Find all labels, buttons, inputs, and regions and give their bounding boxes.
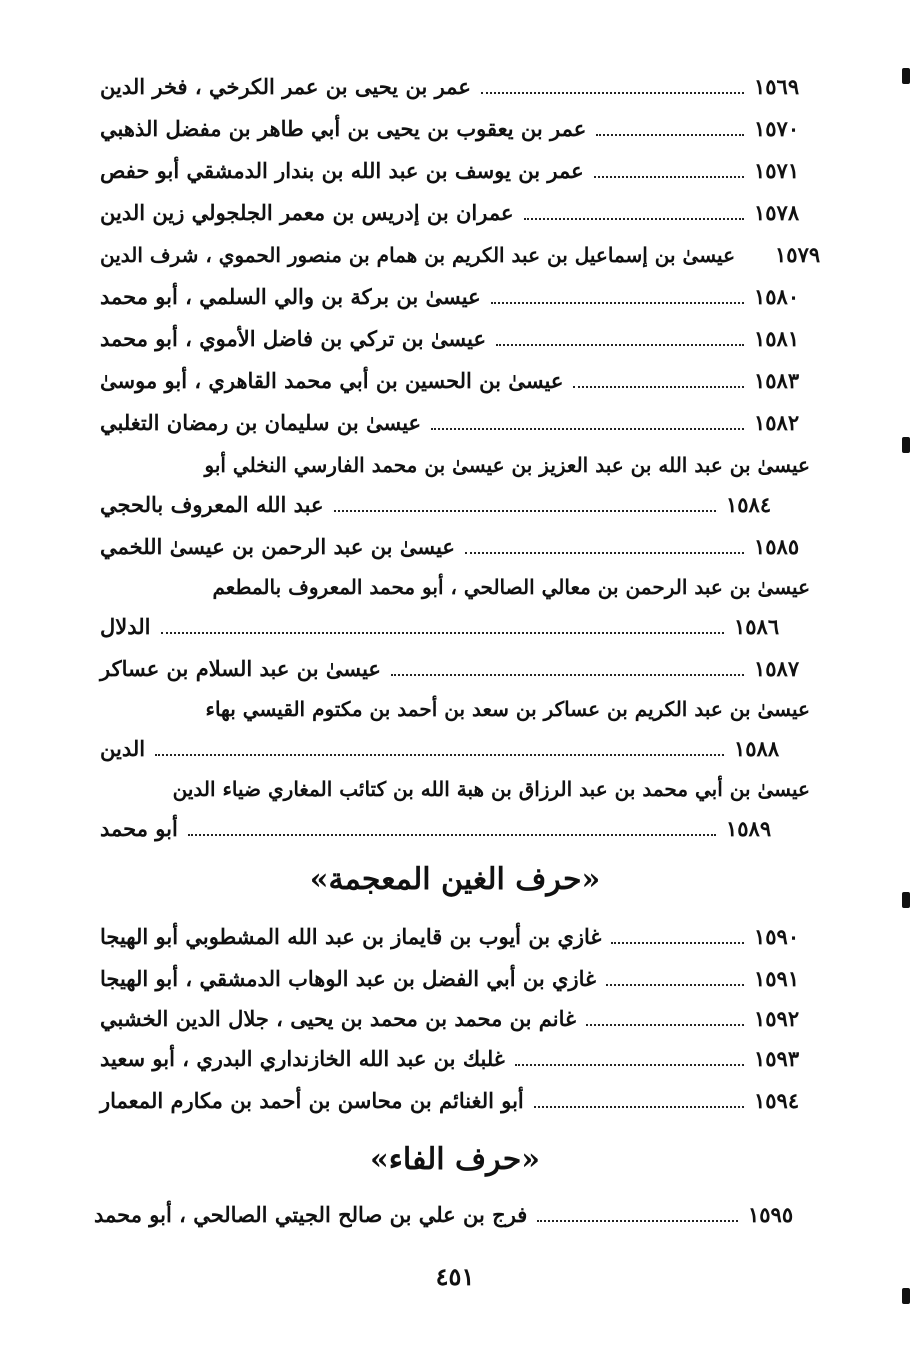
entry-number: ١٥٨٤ bbox=[726, 492, 772, 517]
entry-name: غلبك بن عبد الله الخازنداري البدري ، أبو سعيد bbox=[100, 1046, 505, 1071]
index-entry bbox=[100, 814, 792, 844]
entry-name: غازي بن أبي الفضل بن عبد الوهاب الدمشقي ، أبو الهيجا bbox=[100, 966, 596, 991]
entry-number: ١٥٨٢ bbox=[754, 410, 800, 435]
entry-number: ١٥٩٠ bbox=[754, 924, 800, 949]
index-entry bbox=[100, 922, 820, 952]
entry-line-1: عيسىٰ بن عبد الرحمن بن معالي الصالحي ، أبو محمد المعروف بالمطعم bbox=[212, 575, 810, 599]
entry-name: غانم بن محمد بن محمد بن يحيى ، جلال الدين الخشبي bbox=[100, 1006, 576, 1031]
index-entry bbox=[100, 240, 820, 270]
entry-name: الدين bbox=[100, 736, 146, 761]
entry-name: أبو الغنائم بن محاسن بن أحمد بن مكارم المعمار bbox=[100, 1088, 524, 1113]
entry-number: ١٥٩٥ bbox=[748, 1202, 794, 1227]
entry-name: عبد الله المعروف بالحجي bbox=[100, 492, 324, 517]
entry-number: ١٥٧١ bbox=[754, 158, 800, 183]
index-entry bbox=[100, 964, 820, 994]
index-entry bbox=[100, 1044, 820, 1074]
leader-dots bbox=[155, 754, 724, 756]
entry-number: ١٥٩٢ bbox=[754, 1006, 800, 1031]
leader-dots bbox=[573, 386, 744, 388]
entry-name: عمر بن يحيى بن عمر الكرخي ، فخر الدين bbox=[100, 74, 471, 99]
leader-dots bbox=[481, 92, 744, 94]
index-entry bbox=[100, 198, 820, 228]
entry-name: عيسىٰ بن إسماعيل بن عبد الكريم بن همام بن منصور الحموي ، شرف الدين bbox=[100, 243, 736, 267]
leader-dots bbox=[391, 674, 744, 676]
index-entry bbox=[100, 408, 820, 438]
leader-dots bbox=[161, 632, 725, 634]
leader-dots bbox=[611, 942, 744, 944]
entry-name: عمران بن إدريس بن معمر الجلجولي زين الدين bbox=[100, 200, 514, 225]
leader-dots bbox=[496, 344, 744, 346]
leader-dots bbox=[188, 834, 716, 836]
entry-name: فرج بن علي بن صالح الجيتي الصالحي ، أبو محمد bbox=[94, 1202, 528, 1227]
entry-number: ١٥٨١ bbox=[754, 326, 800, 351]
leader-dots bbox=[465, 552, 744, 554]
index-entry bbox=[100, 282, 820, 312]
entry-number: ١٥٨٦ bbox=[734, 614, 780, 639]
entry-name: عمر بن يوسف بن عبد الله بن بندار الدمشقي أبو حفص bbox=[100, 158, 584, 183]
leader-dots bbox=[491, 302, 744, 304]
entry-name: أبو محمد bbox=[100, 816, 178, 841]
entry-number: ١٥٨٨ bbox=[734, 736, 780, 761]
index-entry bbox=[100, 612, 800, 642]
index-entry bbox=[100, 324, 820, 354]
index-entry bbox=[100, 1004, 820, 1034]
leader-dots bbox=[594, 176, 744, 178]
index-entry bbox=[100, 490, 792, 520]
index-entry bbox=[100, 156, 820, 186]
index-entry bbox=[94, 1200, 814, 1230]
section-heading-ghain: «حرف الغين المعجمة» bbox=[309, 862, 601, 897]
index-entry bbox=[100, 366, 820, 396]
entry-number: ١٥٧٩ bbox=[775, 242, 821, 267]
leader-dots bbox=[745, 260, 765, 262]
entry-number: ١٥٧٠ bbox=[754, 116, 800, 141]
page-number: ٤٥١ bbox=[435, 1262, 475, 1291]
index-entry bbox=[100, 1086, 820, 1116]
section-heading-fa: «حرف الفاء» bbox=[369, 1142, 541, 1177]
index-entry bbox=[100, 734, 800, 764]
index-entry bbox=[100, 72, 820, 102]
leader-dots bbox=[586, 1024, 744, 1026]
entry-number: ١٥٩٤ bbox=[754, 1088, 800, 1113]
entry-number: ١٥٨٩ bbox=[726, 816, 772, 841]
entry-line-1: عيسىٰ بن أبي محمد بن عبد الرزاق بن هبة الله بن كتائب المغاري ضياء الدين bbox=[172, 777, 810, 801]
leader-dots bbox=[534, 1106, 744, 1108]
leader-dots bbox=[515, 1064, 744, 1066]
leader-dots bbox=[334, 510, 716, 512]
index-entry bbox=[100, 532, 820, 562]
entry-number: ١٥٩١ bbox=[754, 966, 800, 991]
entry-number: ١٥٨٣ bbox=[754, 368, 800, 393]
edge-mark bbox=[902, 437, 910, 453]
entry-name: الدلال bbox=[100, 614, 151, 639]
entry-name: عيسىٰ بن عبد السلام بن عساكر bbox=[100, 656, 381, 681]
entry-name: عيسىٰ بن عبد الرحمن بن عيسىٰ اللخمي bbox=[100, 534, 455, 559]
entry-number: ١٥٨٧ bbox=[754, 656, 800, 681]
edge-mark bbox=[902, 68, 910, 84]
entry-number: ١٥٧٨ bbox=[754, 200, 800, 225]
entry-line-1: عيسىٰ بن عبد الله بن عبد العزيز بن عيسىٰ بن محمد الفارسي النخلي أبو bbox=[204, 453, 810, 477]
entry-name: غازي بن أيوب بن قايماز بن عبد الله المشطوبي أبو الهيجا bbox=[100, 924, 602, 949]
index-entry bbox=[100, 114, 820, 144]
entry-line-1: عيسىٰ بن عبد الكريم بن عساكر بن سعد بن أحمد بن مكتوم القيسي بهاء bbox=[205, 697, 810, 721]
leader-dots bbox=[606, 984, 744, 986]
entry-number: ١٥٨٠ bbox=[754, 284, 800, 309]
entry-number: ١٥٦٩ bbox=[754, 74, 800, 99]
entry-name: عيسىٰ بن سليمان بن رمضان التغلبي bbox=[100, 410, 422, 435]
leader-dots bbox=[596, 134, 744, 136]
leader-dots bbox=[524, 218, 744, 220]
entry-name: عيسىٰ بن بركة بن والي السلمي ، أبو محمد bbox=[100, 284, 481, 309]
entry-number: ١٥٩٣ bbox=[754, 1046, 800, 1071]
entry-name: عيسىٰ بن الحسين بن أبي محمد القاهري ، أبو موسىٰ bbox=[100, 368, 564, 393]
entry-name: عيسىٰ بن تركي بن فاضل الأموي ، أبو محمد bbox=[100, 326, 486, 351]
leader-dots bbox=[431, 428, 744, 430]
entry-name: عمر بن يعقوب بن يحيى بن أبي طاهر بن مفضل الذهبي bbox=[100, 116, 587, 141]
entry-number: ١٥٨٥ bbox=[754, 534, 800, 559]
leader-dots bbox=[537, 1220, 738, 1222]
index-entry bbox=[100, 654, 820, 684]
